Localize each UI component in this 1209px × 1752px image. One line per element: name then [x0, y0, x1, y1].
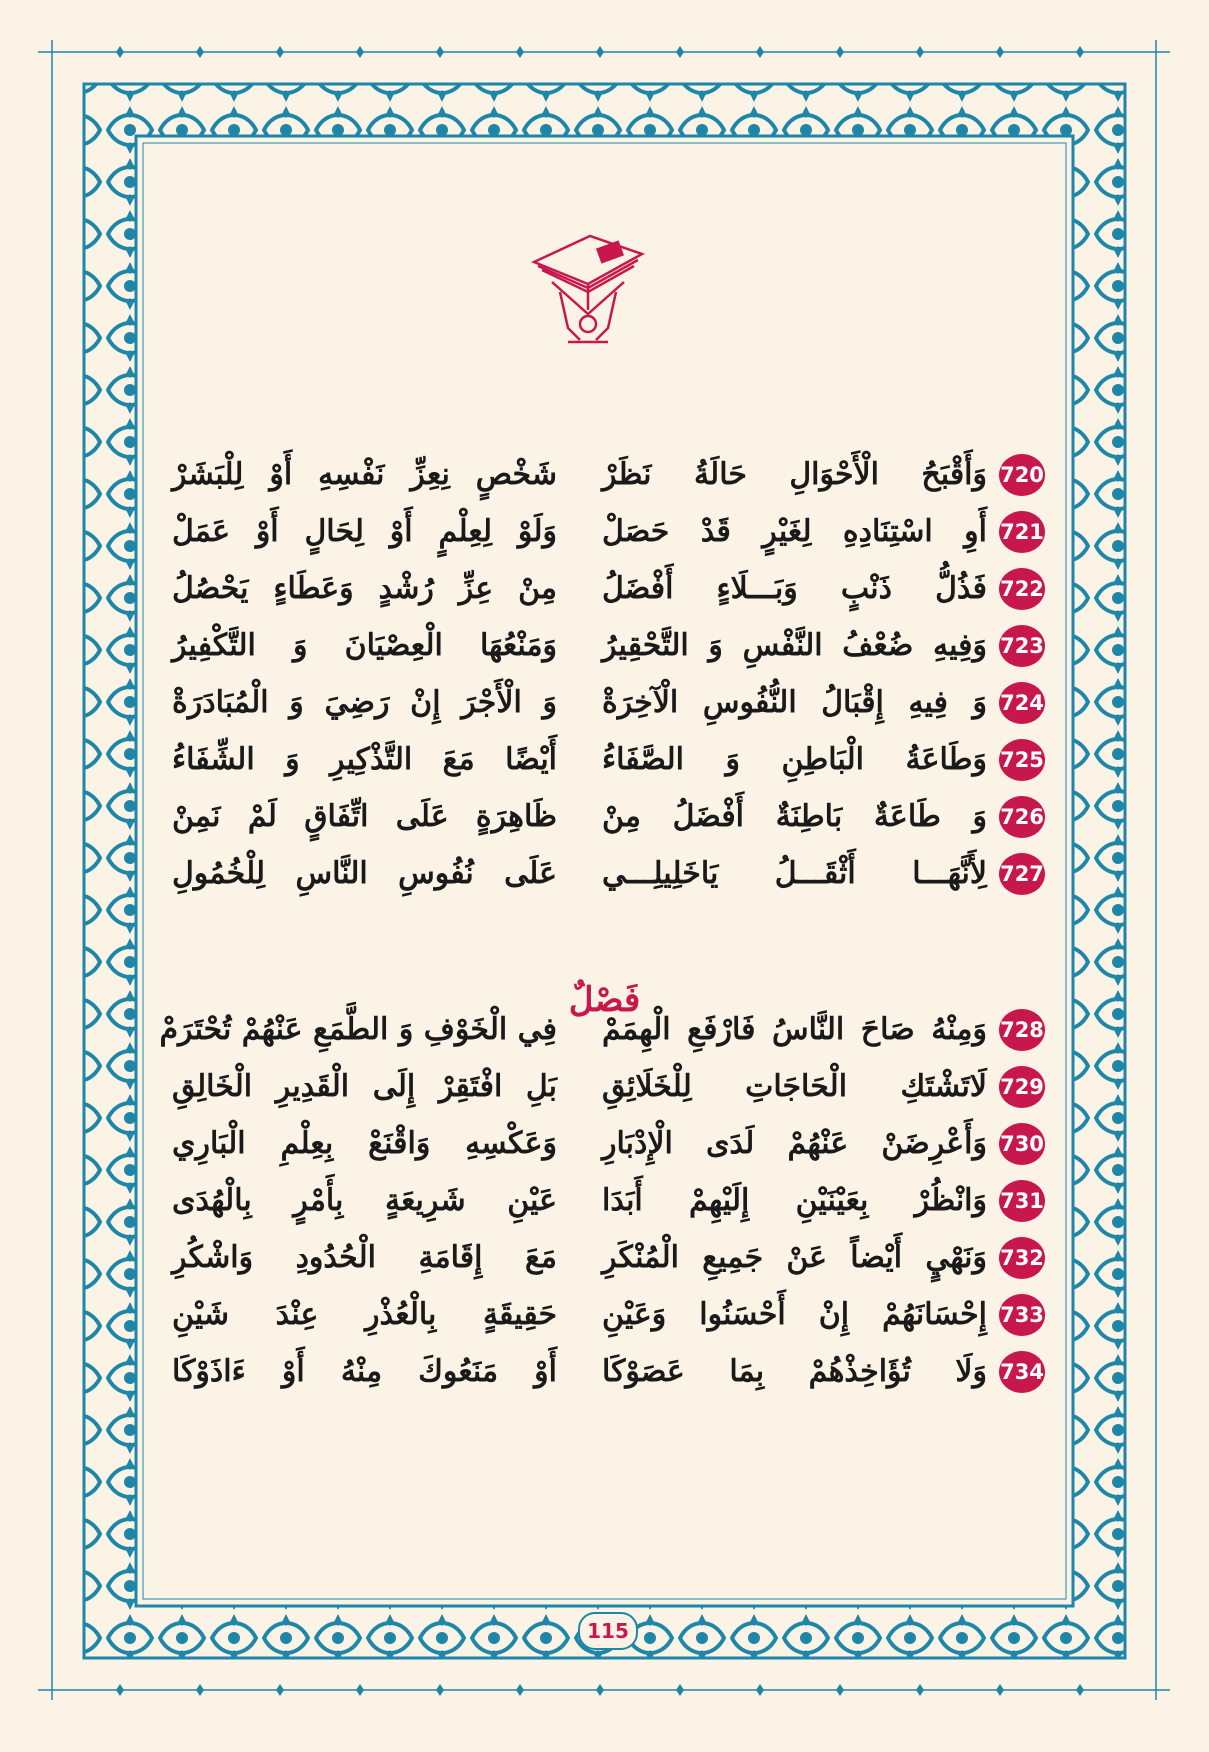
verse-number-badge: 732	[999, 1237, 1045, 1279]
second-hemistich: عَلَى نُفُوسِ النَّاسِ لِلْخُمُولِ	[172, 856, 557, 891]
second-hemistich: حَقِيقَةٍ بِالْعُذْرِ عِنْدَ شَيْنِ	[172, 1297, 557, 1332]
verse-number-badge: 731	[999, 1180, 1045, 1222]
verse-row	[165, 448, 1045, 506]
verse-number-badge: 726	[999, 796, 1045, 838]
verse-number-badge: 724	[999, 682, 1045, 724]
verse-row	[165, 1060, 1045, 1118]
verse-number-badge: 727	[999, 853, 1045, 895]
verse-row	[165, 733, 1045, 791]
second-hemistich: وَلَوْ لِعِلْمٍ أَوْ لِحَالٍ أَوْ عَمَلْ	[172, 514, 557, 549]
verse-number-badge: 725	[999, 739, 1045, 781]
verse-number-badge: 730	[999, 1123, 1045, 1165]
verse-number-badge: 734	[999, 1351, 1045, 1393]
verse-number-badge: 722	[999, 568, 1045, 610]
first-hemistich: وَلَا تُؤَاخِذْهُمْ بِمَا عَصَوْكَا	[602, 1354, 987, 1389]
first-hemistich: فَذُلُّ ذَنْبٍ وَبَـــلَاءٍ أَفْضَلُ	[602, 571, 987, 606]
first-hemistich: وَانْظُرْ بِعَيْنَيْنِ إِلَيْهِمْ أَبَدَا	[602, 1183, 987, 1218]
verse-row	[165, 562, 1045, 620]
first-hemistich: وَفِيهِ ضُعْفُ النَّفْسِ وَ التَّحْقِيرُ	[602, 628, 987, 663]
second-hemistich: عَيْنِ شَرِيعَةٍ بِأَمْرٍ بِالْهُدَى	[172, 1183, 557, 1218]
first-hemistich: وَأَعْرِضَنْ عَنْهُمْ لَدَى الْإِدْبَارِ	[602, 1126, 987, 1161]
verse-number-badge: 729	[999, 1066, 1045, 1108]
verse-number-badge: 720	[999, 454, 1045, 496]
second-hemistich: شَخْصٍ نِعِزِّ نَفْسِهِ أَوْ لِلْبَشَرْ	[172, 457, 557, 492]
second-hemistich: أَيْضًا مَعَ التَّذْكِيرِ وَ الشِّفَاءُ	[172, 742, 557, 777]
second-hemistich: فِي الْخَوْفِ وَ الطَّمَعِ عَنْهُمْ تُحْتَرَمْ	[159, 1012, 557, 1047]
verse-row	[165, 619, 1045, 677]
verse-number-badge: 728	[999, 1009, 1045, 1051]
second-hemistich: بَلِ افْتَقِرْ إِلَى الْقَدِيرِ الْخَالِقِ	[172, 1069, 557, 1104]
second-hemistich: ظَاهِرَةٍ عَلَى اتِّفَاقٍ لَمْ نَمِنْ	[172, 799, 557, 834]
verse-row	[165, 505, 1045, 563]
first-hemistich: أَوِ اسْتِنَادِهِ لِغَيْرٍ قَدْ حَصَلْ	[602, 514, 987, 549]
verse-number-badge: 721	[999, 511, 1045, 553]
verse-row	[165, 676, 1045, 734]
verse-row	[165, 1288, 1045, 1346]
second-hemistich: أَوْ مَنَعُوكَ مِنْهُ أَوْ ءَاذَوْكَا	[172, 1354, 557, 1389]
first-hemistich: وَمِنْهُ صَاحَ النَّاسُ فَارْفَعِ الْهِمَمْ	[602, 1012, 987, 1047]
first-hemistich: وَ طَاعَةٌ بَاطِنَةٌ أَفْضَلُ مِنْ	[602, 799, 987, 834]
verse-row	[165, 1231, 1045, 1289]
verse-row	[165, 790, 1045, 848]
second-hemistich: وَ الْأَجْرَ إِنْ رَضِيَ وَ الْمُبَادَرَةْ	[172, 685, 557, 720]
second-hemistich: وَمَنْعُهَا الْعِصْيَانَ وَ التَّكْفِيرُ	[172, 628, 557, 663]
first-hemistich: وَنَهْيٍ أَيْضاً عَنْ جَمِيعِ الْمُنْكَرِ	[602, 1240, 987, 1275]
verse-row	[165, 1174, 1045, 1232]
page-number: 115	[578, 1612, 638, 1650]
first-hemistich: وَطَاعَةُ الْبَاطِنِ وَ الصَّفَاءُ	[602, 742, 987, 777]
first-hemistich: لِأَنَّهَـــا أَثْقَـــلُ يَاخَلِيلِـــي	[602, 856, 987, 891]
first-hemistich: وَ فِيهِ إِقْبَالُ النُّفُوسِ الْآخِرَةْ	[602, 685, 987, 720]
second-hemistich: مَعَ إِقَامَةِ الْحُدُودِ وَاشْكُرِ	[172, 1240, 557, 1275]
verse-row	[165, 847, 1045, 905]
verse-row	[165, 1117, 1045, 1175]
second-hemistich: وَعَكْسِهِ وَاقْنَعْ بِعِلْمِ الْبَارِي	[172, 1126, 557, 1161]
section-heading: فَصْلٌ	[568, 980, 641, 1020]
first-hemistich: إِحْسَانَهُمْ إِنْ أَحْسَنُوا وَعَيْنِ	[602, 1297, 987, 1332]
second-hemistich: مِنْ عِزِّ رُشْدٍ وَعَطَاءٍ يَحْصُلُ	[172, 571, 557, 606]
first-hemistich: لَاتَشْتَكِ الْحَاجَاتِ لِلْخَلَائِقِ	[602, 1069, 987, 1104]
verse-number-badge: 723	[999, 625, 1045, 667]
quran-on-stand-icon	[528, 232, 648, 350]
first-hemistich: وَأَقْبَحُ الْأَحْوَالِ حَالَةُ نَظَرْ	[602, 457, 987, 492]
verse-number-badge: 733	[999, 1294, 1045, 1336]
verse-row	[165, 1345, 1045, 1403]
